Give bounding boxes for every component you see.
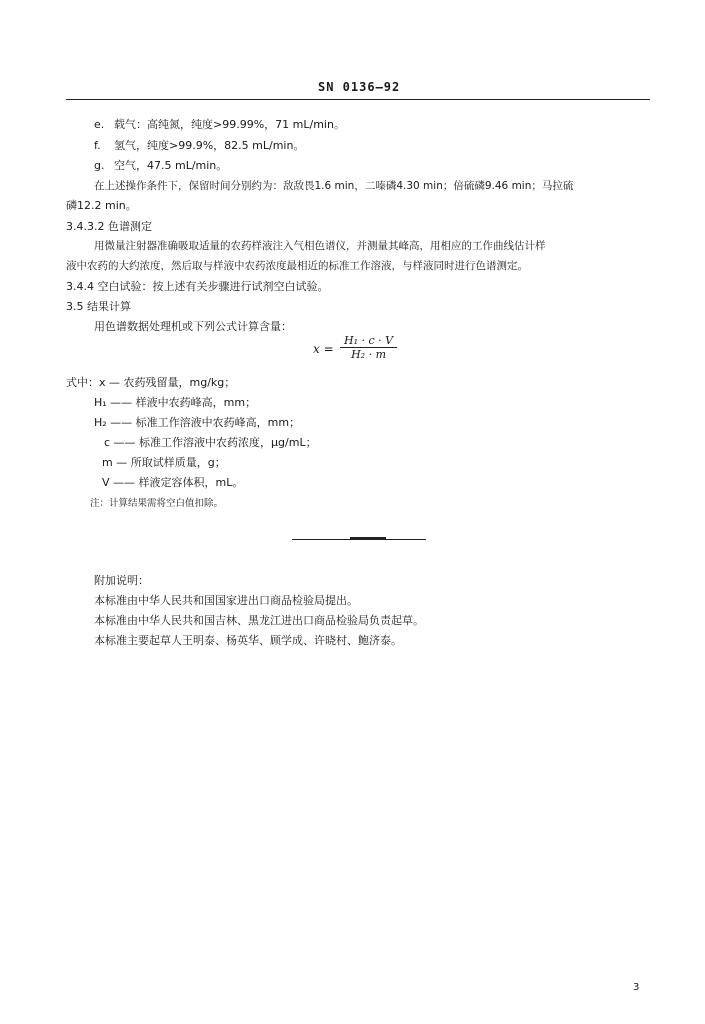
section-3432-line-2: 液中农药的大约浓度，然后取与样液中农药浓度最相近的标准工作溶液，与样液同时进行色谱测定。 [66, 260, 528, 272]
definition-m: m — 所取试样质量，g； [102, 456, 226, 469]
gas-item-air [94, 157, 227, 173]
additional-line-3: 本标准主要起草人王明泰、杨英华、顾学成、许晓村、鲍济泰。 [94, 634, 402, 647]
gas-text: 空气，47.5 mL/min。 [114, 159, 228, 172]
additional-line-2: 本标准由中华人民共和国吉林、黑龙江进出口商品检验局负责起草。 [94, 614, 424, 627]
retention-line-1: 在上述操作条件下，保留时间分别约为：敌敌畏1.6 min，二嗪磷4.30 min；倍硫磷9.46 min；马拉硫 [94, 180, 574, 192]
gas-text: 载气：高纯氮，纯度>99.99%，71 mL/min。 [114, 118, 345, 131]
formula-denominator: H₂ · m [351, 348, 387, 361]
gas-item-carrier [94, 116, 345, 132]
retention-line-2: 磷12.2 min。 [66, 199, 137, 212]
definition-x: 式中：x — 农药残留量，mg/kg； [66, 376, 236, 389]
formula-fraction [340, 334, 397, 361]
page-number: 3 [633, 982, 640, 993]
section-3432-heading: 3.4.3.2 色谱测定 [66, 220, 152, 233]
document-code: SN 0136—92 [318, 80, 401, 94]
definition-c: c —— 标准工作溶液中农药浓度，μg/mL； [104, 436, 317, 449]
note: 注：计算结果需将空白值扣除。 [90, 498, 224, 509]
definition-h1: H₁ —— 样液中农药峰高，mm； [94, 396, 257, 409]
section-35-heading: 3.5 结果计算 [66, 300, 131, 313]
section-344: 3.4.4 空白试验：按上述有关步骤进行试剂空白试验。 [66, 280, 329, 293]
gas-text: 氢气，纯度>99.9%，82.5 mL/min。 [114, 139, 305, 152]
additional-line-1: 本标准由中华人民共和国国家进出口商品检验局提出。 [94, 594, 358, 607]
gas-item-hydrogen [94, 137, 304, 153]
definition-v: V —— 样液定容体积，mL。 [102, 476, 244, 489]
additional-title: 附加说明： [94, 574, 149, 587]
end-rule-mark [350, 537, 386, 540]
list-marker: g. [94, 159, 105, 172]
section-35-intro: 用色谱数据处理机或下列公式计算含量： [94, 320, 292, 333]
formula-lhs: x = [313, 342, 334, 356]
section-3432-line-1: 用微量注射器准确吸取适量的农药样液注入气相色谱仪，并测量其峰高，用相应的工作曲线估计样 [94, 240, 546, 252]
list-marker: e. [94, 118, 105, 131]
formula-numerator: H₁ · c · V [340, 334, 397, 348]
header-rule [66, 99, 650, 100]
definition-h2: H₂ —— 标准工作溶液中农药峰高，mm； [94, 416, 301, 429]
list-marker: f. [94, 139, 101, 152]
